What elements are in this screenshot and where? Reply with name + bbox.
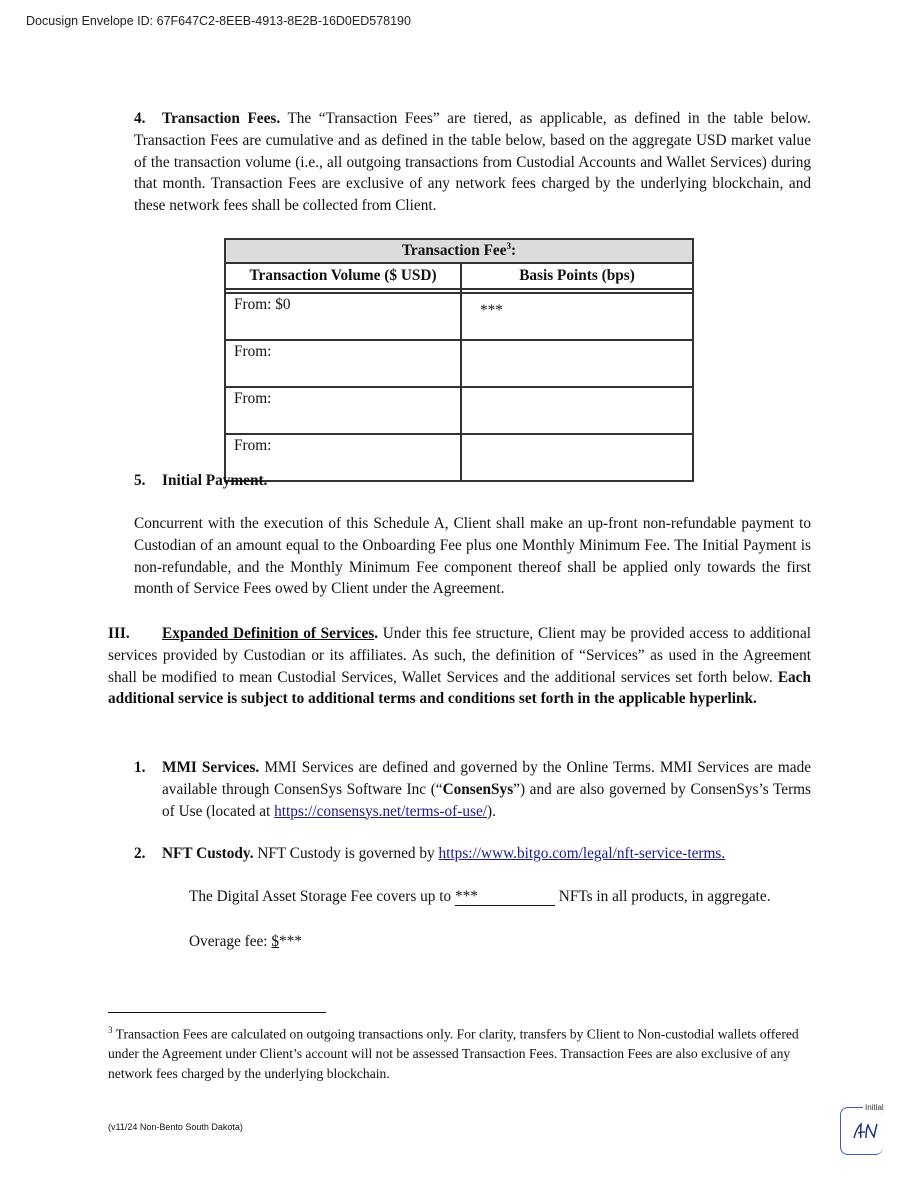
bps-cell: *** (461, 293, 693, 340)
section-5-heading-line (134, 470, 811, 492)
section-iii-heading-suffix: . (374, 625, 379, 642)
column-header-bps: Basis Points (bps) (461, 263, 693, 289)
item-2-heading: NFT Custody. (162, 845, 254, 862)
version-label: (v11/24 Non-Bento South Dakota) (108, 1122, 243, 1132)
section-4 (134, 108, 811, 217)
section-iii-text: Under this fee structure, Client may be provided access to additional services provided by Custodian or its affiliates. As such, the definition of “Services” as used in the Agreement shall be modified to mean Custodial Services, Wallet Services and the additional services set forth below. (108, 625, 811, 686)
volume-cell: From: (225, 387, 461, 434)
volume-cell: From: (225, 340, 461, 387)
item-1-number: 1. (134, 759, 146, 776)
column-header-volume: Transaction Volume ($ USD) (225, 263, 461, 289)
footnote-divider (108, 1012, 326, 1013)
item-1-text-a: MMI Services are defined and governed by the Online Terms. MMI Services are made available through ConsenSys Software Inc (“ (162, 759, 812, 798)
item-1-text-b: ”) and are also governed by ConsenSys’s Terms of Use (located at (162, 780, 812, 820)
section-5-heading: Initial Payment. (162, 472, 268, 489)
section-4-text: The “Transaction Fees” are tiered, as applicable, as defined in the table below. Transaction Fees are cumulative and as defined in the table below, based on the aggregate USD market value of the transaction volume (i.e., all outgoing transactions from Custodial Accounts and Wallet Services) during that month. Transaction Fees are exclusive of any network fees charged by the underlying blockchain, and these network fees shall be collected from Client. (134, 110, 811, 215)
envelope-id: Docusign Envelope ID: 67F647C2-8EEB-4913-8E2B-16D0ED578190 (26, 14, 411, 28)
section-iii-heading: Expanded Definition of Services (162, 625, 375, 642)
initial-signature-icon (852, 1120, 880, 1142)
section-5-text: Concurrent with the execution of this Schedule A, Client shall make an up-front non-refundable payment to Custodian of an amount equal to the Onboarding Fee plus one Monthly Minimum Fee. The Initial Payment is non-refundable, and the Monthly Minimum Fee component thereof shall be applied only towards the first month of Service Fees owed by Client under the Agreement. (134, 515, 811, 598)
table-row (225, 387, 693, 434)
table-caption-text: Transaction Fee (401, 242, 507, 260)
transaction-fee-table (224, 238, 694, 482)
section-5-number: 5. (134, 472, 146, 489)
volume-cell: From: (225, 434, 461, 481)
section-iii (108, 623, 811, 710)
footnote (108, 1021, 808, 1083)
table-caption (225, 239, 693, 263)
bps-cell (461, 340, 693, 387)
initial-label: Initial (865, 1103, 884, 1112)
footnote-marker: 3 (108, 1025, 113, 1035)
section-4-number: 4. (134, 110, 146, 127)
volume-cell: From: $0 (225, 293, 461, 340)
section-4-heading: Transaction Fees. (162, 110, 281, 127)
item-1-text-c: ). (487, 802, 496, 820)
item-2-number: 2. (134, 845, 146, 862)
overage-fee-line (189, 931, 589, 953)
item-2-text: NFT Custody is governed by (257, 845, 435, 862)
item-1-bold-name: ConsenSys (442, 780, 514, 798)
overage-fee-value: *** (279, 933, 302, 950)
table-row (225, 293, 693, 340)
table-row (225, 340, 693, 387)
bitgo-nft-terms-link[interactable]: https://www.bitgo.com/legal/nft-service-terms. (438, 845, 726, 862)
storage-fee-prefix: The Digital Asset Storage Fee covers up to (189, 888, 452, 905)
item-1 (134, 757, 811, 822)
table-caption-footnote-marker: 3 (506, 241, 512, 252)
storage-fee-suffix: NFTs in all products, in aggregate. (558, 888, 771, 905)
section-iii-bold-text: Each additional service is subject to additional terms and conditions set forth in the applicable hyperlink. (108, 668, 811, 708)
overage-fee-label: Overage fee: (189, 933, 268, 950)
item-1-heading: MMI Services. (162, 759, 260, 776)
storage-fee-value: *** (455, 889, 555, 906)
consensys-terms-link[interactable]: https://consensys.net/terms-of-use/ (274, 802, 487, 820)
bps-cell (461, 387, 693, 434)
item-2 (134, 843, 811, 865)
overage-fee-currency: $ (271, 933, 280, 950)
section-iii-number: III. (108, 625, 130, 642)
footnote-text: Transaction Fees are calculated on outgoing transactions only. For clarity, transfers by Client to Non-custodial wallets offered under the Agreement under Client’s account will not be assessed Transaction Fees. Transaction Fees are also exclusive of any network fees charged by the underlying blockchain. (108, 1026, 799, 1081)
storage-fee-line (189, 886, 814, 908)
table-caption-suffix: : (511, 242, 517, 260)
